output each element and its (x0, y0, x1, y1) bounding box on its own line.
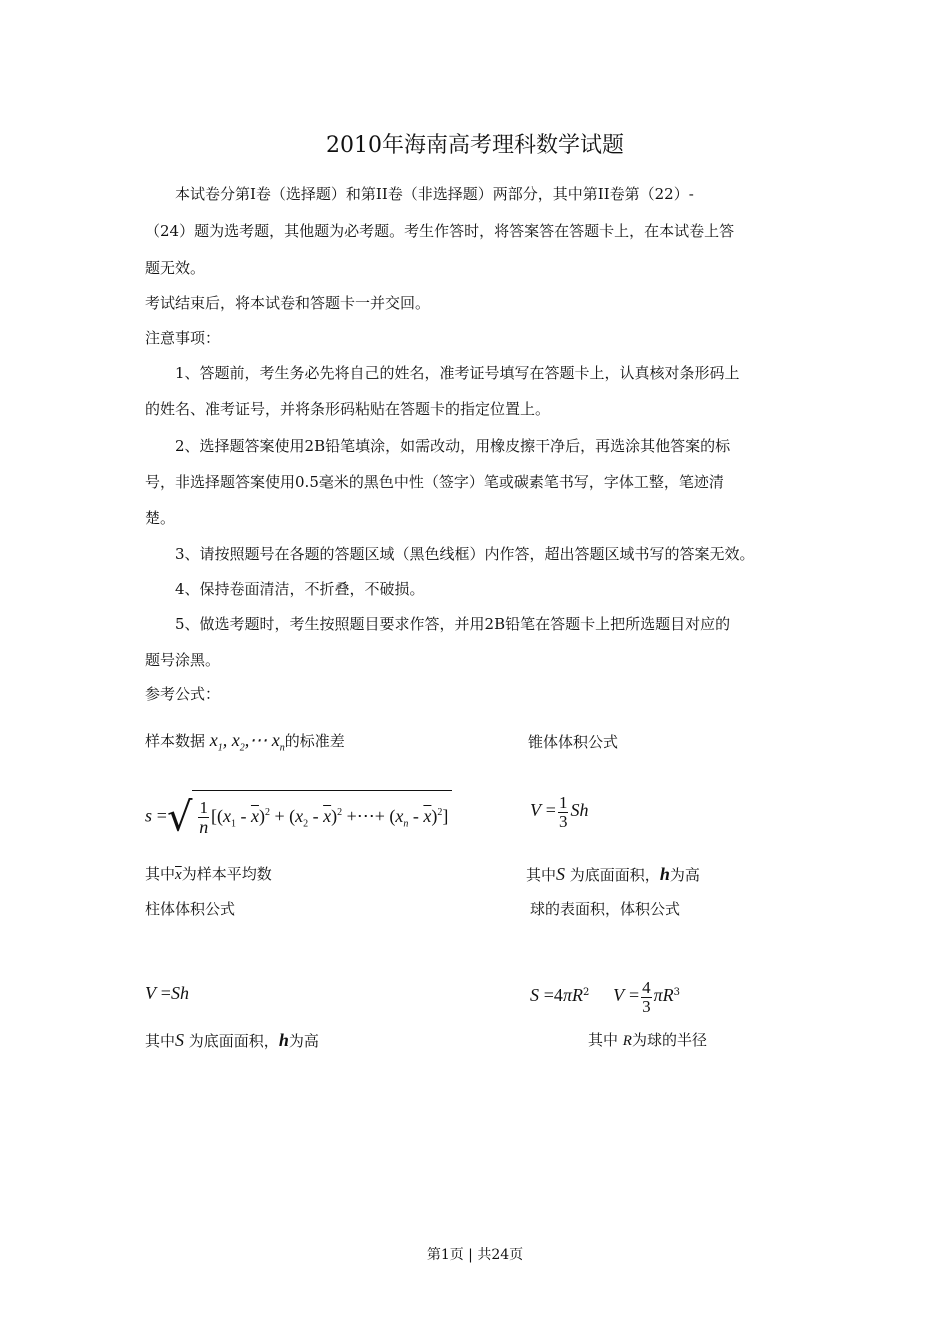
paragraph-line: 考试结束后，将本试卷和答题卡一并交回。 (145, 294, 431, 312)
paragraph-line: 题号涂黑。 (145, 651, 221, 669)
cone-label: 锥体体积公式 (528, 733, 619, 751)
paragraph-line: 号，非选择题答案使用0.5毫米的黑色中性（签字）笔或碳素笔书写，字体工整，笔迹清 (145, 473, 724, 491)
page-title: 2010年海南高考理科数学试题 (326, 133, 624, 158)
paragraph-line: 楚。 (145, 509, 176, 527)
paragraph-line: 4、保持卷面清洁，不折叠，不破损。 (175, 580, 425, 598)
cone-formula: V = $\frac{1}{3}$ Sh (530, 792, 589, 831)
paragraph-line: 参考公式： (145, 685, 221, 703)
sphere-label: 球的表面积，体积公式 (530, 900, 681, 918)
std-note: 其中$\overline{x}$为样本平均数 (145, 865, 272, 883)
cylinder-label: 柱体体积公式 (145, 900, 236, 918)
paragraph-line: 题无效。 (145, 259, 206, 277)
std-label: 样本数据 $x_1$, $x_2,\cdots$ $x_n$的标准差 (145, 730, 345, 754)
paragraph-line: （24）题为选考题，其他题为必考题。考生作答时，将答案答在答题卡上，在本试卷上答 (145, 222, 735, 240)
sphere-note: 其中 R为球的半径 (588, 1031, 707, 1049)
paragraph-line: 本试卷分第Ⅰ卷（选择题）和第ⅠⅠ卷（非选择题）两部分，其中第ⅠⅠ卷第（22）- (175, 185, 694, 203)
page-footer: 第1页 | 共24页 (426, 1247, 524, 1263)
paragraph-line: 5、做选考题时，考生按照题目要求作答，并用2B铅笔在答题卡上把所选题目对应的 (175, 615, 731, 633)
cylinder-formula: V =Sh (145, 983, 189, 1003)
paragraph-line: 注意事项： (145, 329, 221, 347)
paragraph-line: 3、请按照题号在各题的答题区域（黑色线框）内作答，超出答题区域书写的答案无效。 (175, 545, 755, 563)
cone-note: 其中S 为底面面积，h为高 (526, 864, 700, 884)
paragraph-line: 2、选择题答案使用2B铅笔填涂，如需改动，用橡皮擦干净后，再选涂其他答案的标 (175, 437, 731, 455)
paragraph-line: 的姓名、准考证号，并将条形码粘贴在答题卡的指定位置上。 (145, 400, 551, 418)
sphere-formula: $S =4\pi R^2$ V = $\frac{4}{3}$ $\pi R^3$ (530, 977, 680, 1016)
cylinder-note: 其中S 为底面面积，h为高 (145, 1030, 319, 1050)
std-formula: s =√ $\frac{1}{n}$ [$(x_1 - \overline{x})^2 + (x_2 - \overline{x})^2$ +⋯+ $(x_n - \overline{x})^2$] (145, 790, 452, 845)
paragraph-line: 1、答题前，考生务必先将自己的姓名，准考证号填写在答题卡上，认真核对条形码上 (175, 364, 740, 382)
